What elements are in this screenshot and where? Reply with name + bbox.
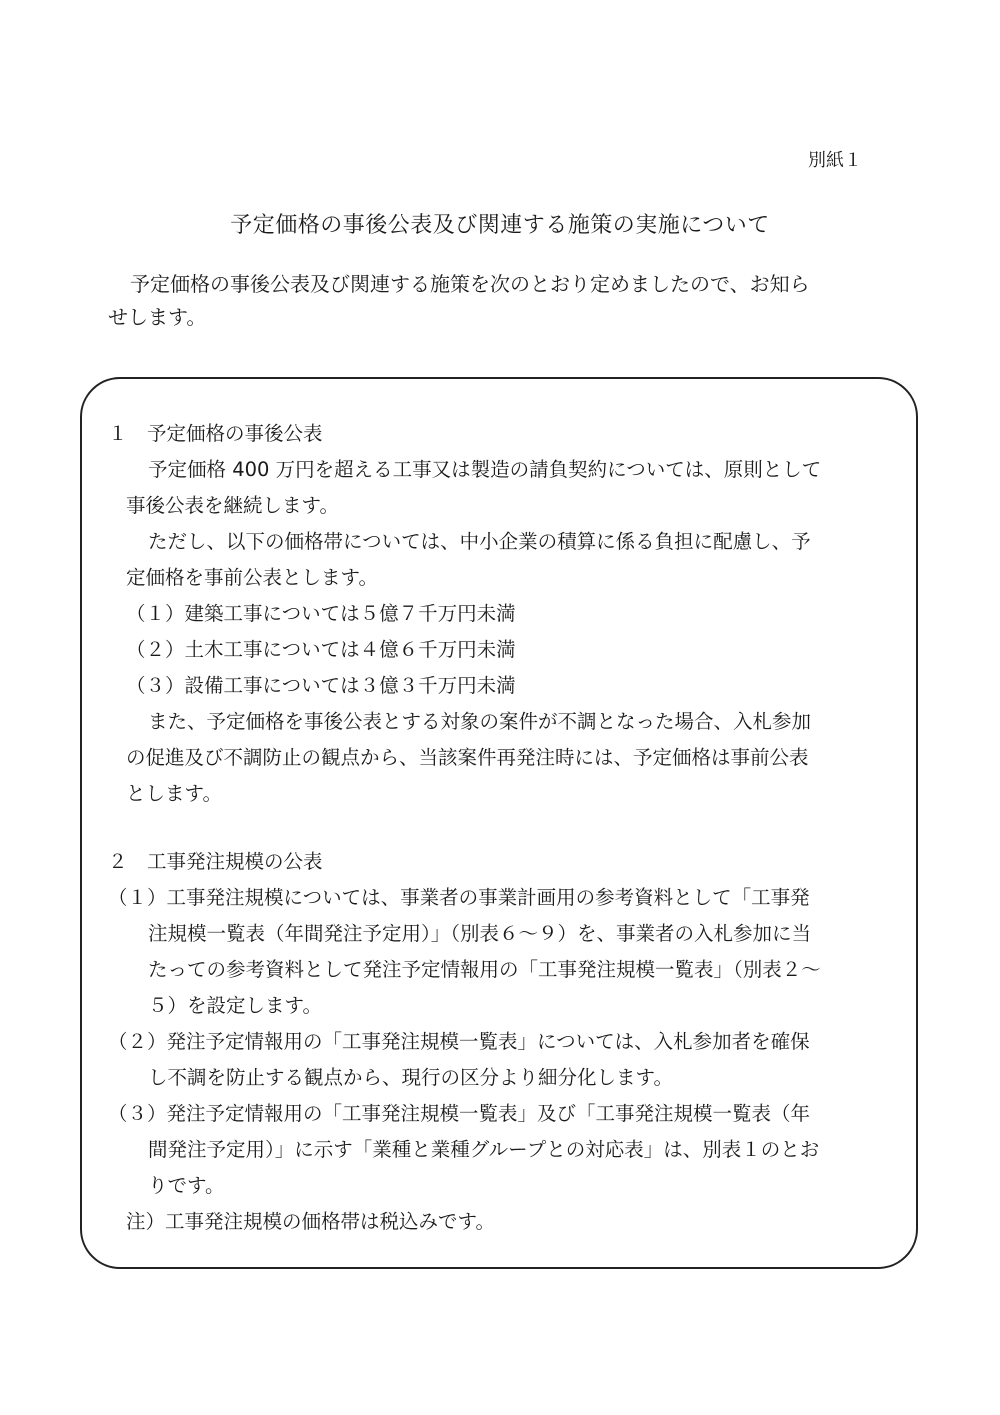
section1-text: 予定価格 400 万円を超える工事又は製造の請負契約については、原則として [148,458,822,481]
list-item: （１）工事発注規模については、事業者の事業計画用の参考資料として「工事発 [108,886,810,909]
section1-text: の促進及び不調防止の観点から、当該案件再発注時には、予定価格は事前公表 [126,746,809,769]
section2-heading: ２ 工事発注規模の公表 [108,850,323,873]
intro-paragraph [108,268,810,334]
list-item-continuation: ５）を設定します。 [148,994,322,1017]
section1-text: ただし、以下の価格帯については、中小企業の積算に係る負担に配慮し、予 [148,530,811,553]
section1-heading: １ 予定価格の事後公表 [108,422,323,445]
list-item-continuation: たっての参考資料として発注予定情報用の「工事発注規模一覧表」（別表２～ [148,958,821,981]
intro-line: 予定価格の事後公表及び関連する施策を次のとおり定めましたので、お知ら [130,272,810,296]
section1-text: また、予定価格を事後公表とする対象の案件が不調となった場合、入札参加 [148,710,812,733]
section1-text: 事後公表を継続します。 [126,494,339,517]
list-item-continuation: 間発注予定用）」に示す「業種と業種グループとの対応表」は、別表１のとお [148,1138,820,1161]
list-item-continuation: し不調を防止する観点から、現行の区分より細分化します。 [148,1066,673,1089]
list-item: （３）発注予定情報用の「工事発注規模一覧表」及び「工事発注規模一覧表（年 [108,1102,811,1125]
section1-text: とします。 [126,782,222,805]
list-item: （２）土木工事については４億６千万円未満 [126,638,516,661]
page-title: 予定価格の事後公表及び関連する施策の実施について [230,213,770,238]
note: 注）工事発注規模の価格帯は税込みです。 [126,1210,495,1233]
list-item: （３）設備工事については３億３千万円未満 [126,674,516,697]
list-item: （１）建築工事については５億７千万円未満 [126,602,516,625]
list-item-continuation: 注規模一覧表（年間発注予定用）」（別表６～９）を、事業者の入札参加に当 [148,922,812,945]
list-item-continuation: りです。 [148,1174,225,1197]
annex-label: 別紙１ [808,150,862,171]
list-item: （２）発注予定情報用の「工事発注規模一覧表」については、入札参加者を確保 [108,1030,810,1053]
section1-text: 定価格を事前公表とします。 [126,566,378,589]
intro-line: せします。 [108,305,207,329]
